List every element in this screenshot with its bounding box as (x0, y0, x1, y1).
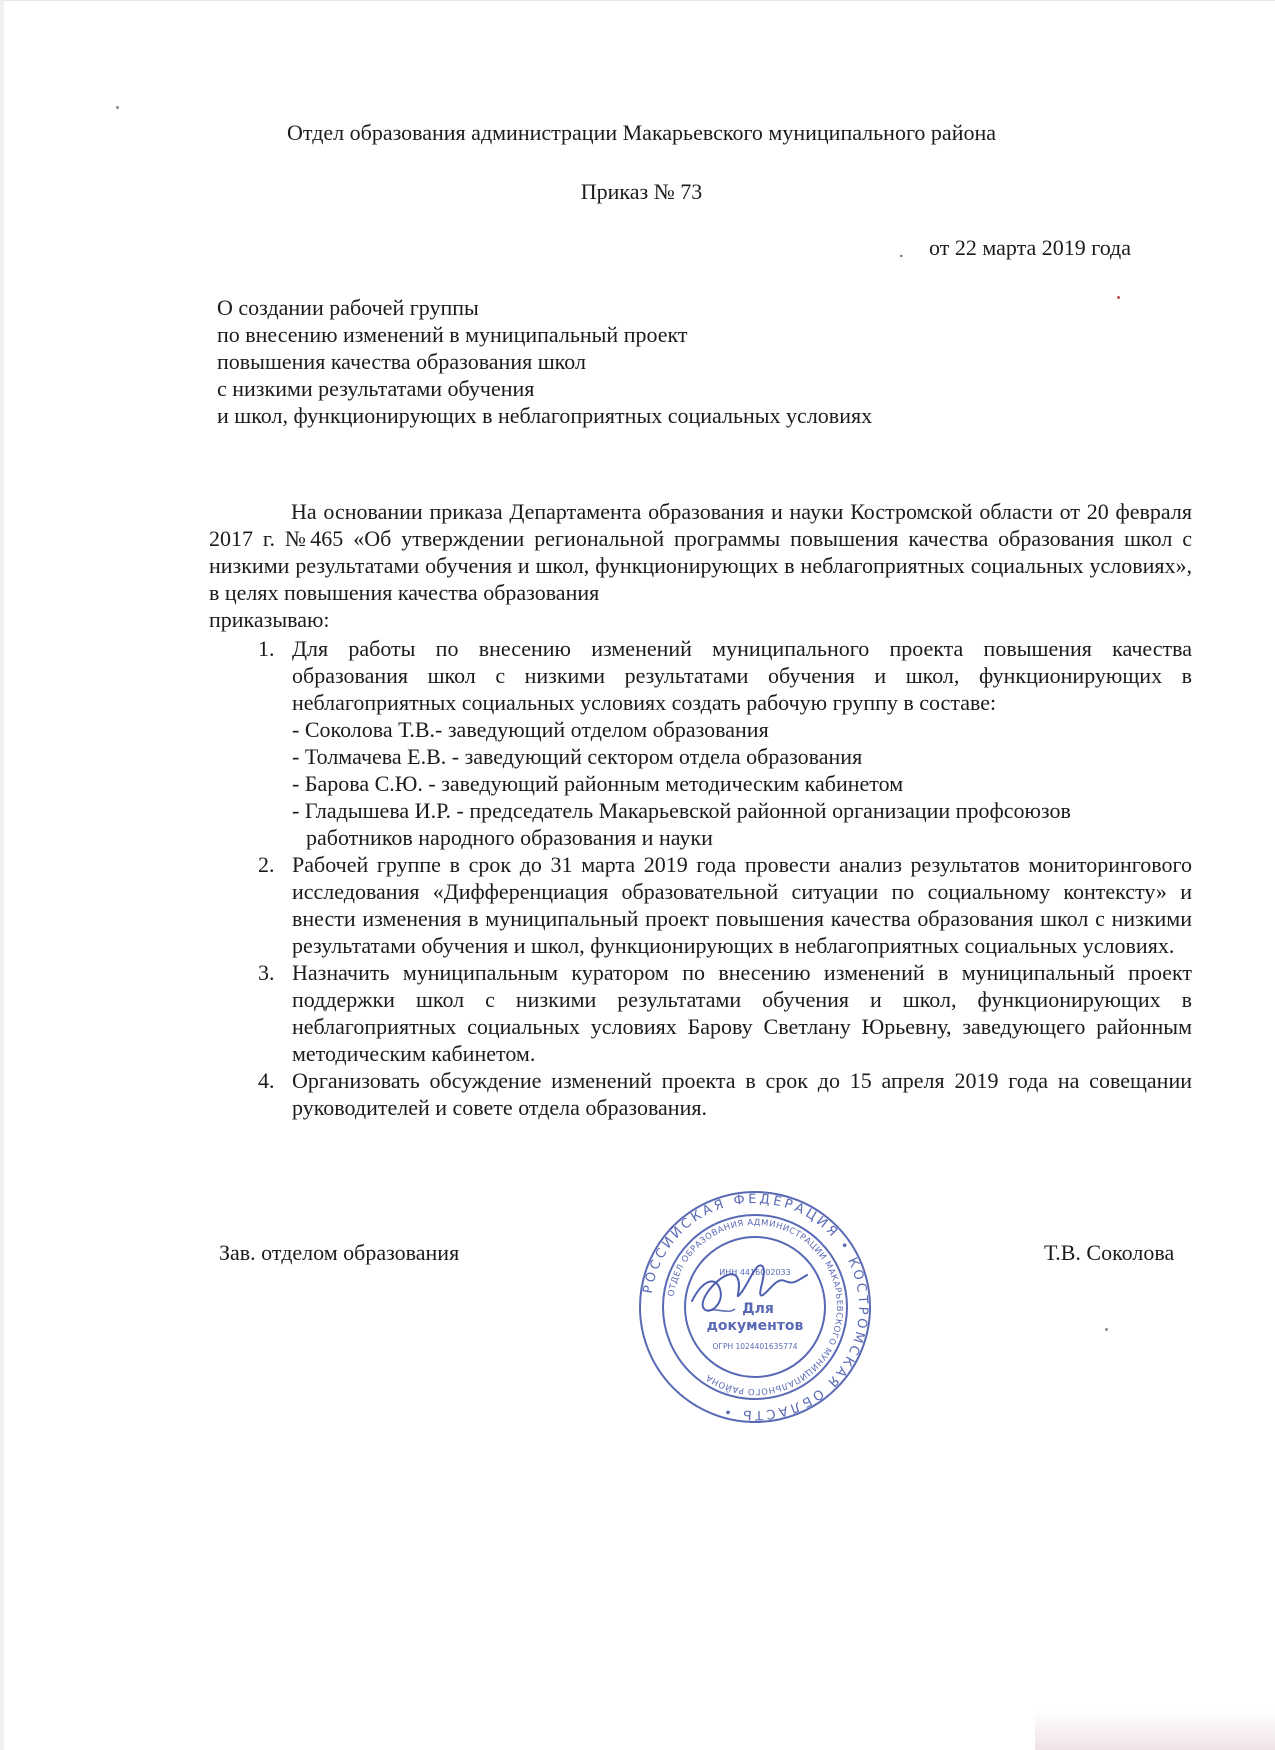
group-member: - Барова С.Ю. - заведующий районным методическим кабинетом (292, 771, 904, 796)
paper-edge-smudge (1035, 1710, 1275, 1750)
order-word: приказываю: (209, 607, 330, 632)
group-member: - Толмачева Е.В. - заведующий сектором отдела образования (292, 744, 863, 769)
preamble-text: На основании приказа Департамента образования и науки Костромской области от 20 февраля 2017 г. №465 «Об утверждении региональной программы повышения качества образования школ с низкими результатами обучения и школ, функционирующих в неблагоприятных социальных условиях», в целях повышения качества образования (209, 499, 1192, 605)
item-number: 1. (258, 636, 275, 661)
paper-speck (1105, 1328, 1108, 1331)
signature-position: Зав. отделом образования (219, 1240, 460, 1265)
organization-heading: Отдел образования администрации Макарьевского муниципального района (286, 120, 997, 145)
stamp-outer-text: РОССИЙСКАЯ ФЕДЕРАЦИЯ • КОСТРОМСКАЯ ОБЛАСТЬ • (640, 1191, 871, 1423)
order-subject (217, 294, 872, 429)
item-number: 2. (258, 852, 275, 877)
subject-line: по внесению изменений в муниципальный проект (217, 322, 688, 347)
stamp-ogrn: ОГРН 1024401635774 (712, 1342, 798, 1351)
official-seal-stamp (637, 1189, 873, 1425)
stamp-center-line1: Для (742, 1301, 774, 1317)
subject-line: О создании рабочей группы (217, 295, 479, 320)
item-number: 4. (258, 1068, 275, 1093)
subject-line: и школ, функционирующих в неблагоприятных социальных условиях (217, 403, 873, 428)
stamp-inn: ИНН 4416002033 (719, 1268, 791, 1277)
order-item (244, 959, 1192, 1067)
item-text: Назначить муниципальным куратором по внесению изменений в муниципальный проект поддержки школ с низкими результатами обучения и школ, функционирующих в неблагоприятных социальных условиях Барову Светлану Юрьевну, заведующего районным методическим кабинетом. (292, 960, 1192, 1066)
paper-speck (116, 106, 119, 109)
signature-name: Т.В. Соколова (1044, 1240, 1175, 1265)
order-item (244, 635, 1192, 851)
item-text: Организовать обсуждение изменений проекта в срок до 15 апреля 2019 года на совещании руководителей и совете отдела образования. (292, 1068, 1192, 1120)
order-item (244, 1067, 1192, 1121)
order-item (244, 851, 1192, 959)
order-title: Приказ № 73 (580, 179, 703, 204)
item-number: 3. (258, 960, 275, 985)
subject-line: с низкими результатами обучения (217, 376, 535, 401)
subject-line: повышения качества образования школ (217, 349, 586, 374)
stamp-inner-text: ОТДЕЛ ОБРАЗОВАНИЯ АДМИНИСТРАЦИИ МАКАРЬЕВСКОГО МУНИЦИПАЛЬНОГО РАЙОНА (666, 1217, 845, 1397)
paper-speck (1117, 296, 1120, 299)
order-date: от 22 марта 2019 года (929, 235, 1132, 260)
date-mark: . (899, 241, 904, 261)
preamble (209, 498, 1192, 633)
order-items (244, 635, 1192, 1121)
group-member: - Гладышева И.Р. - председатель Макарьевской районной организации профсоюзов (292, 798, 1071, 823)
group-member-continuation: работников народного образования и науки (306, 825, 713, 850)
item-text: Рабочей группе в срок до 31 марта 2019 года провести анализ результатов мониторингового исследования «Дифференциация образовательной ситуации по социальному контексту» и внести изменения в муниципальный проект повышения качества образования школ с низкими результатами обучения и школ, функционирующих в неблагоприятных социальных условиях. (292, 852, 1192, 958)
stamp-center-line2: документов (706, 1318, 804, 1334)
item-text: Для работы по внесению изменений муниципального проекта повышения качества образования школ с низкими результатами обучения и школ, функционирующих в неблагоприятных социальных условиях создать рабочую группу в составе: (292, 636, 1192, 715)
group-member: - Соколова Т.В.- заведующий отделом образования (292, 717, 769, 742)
